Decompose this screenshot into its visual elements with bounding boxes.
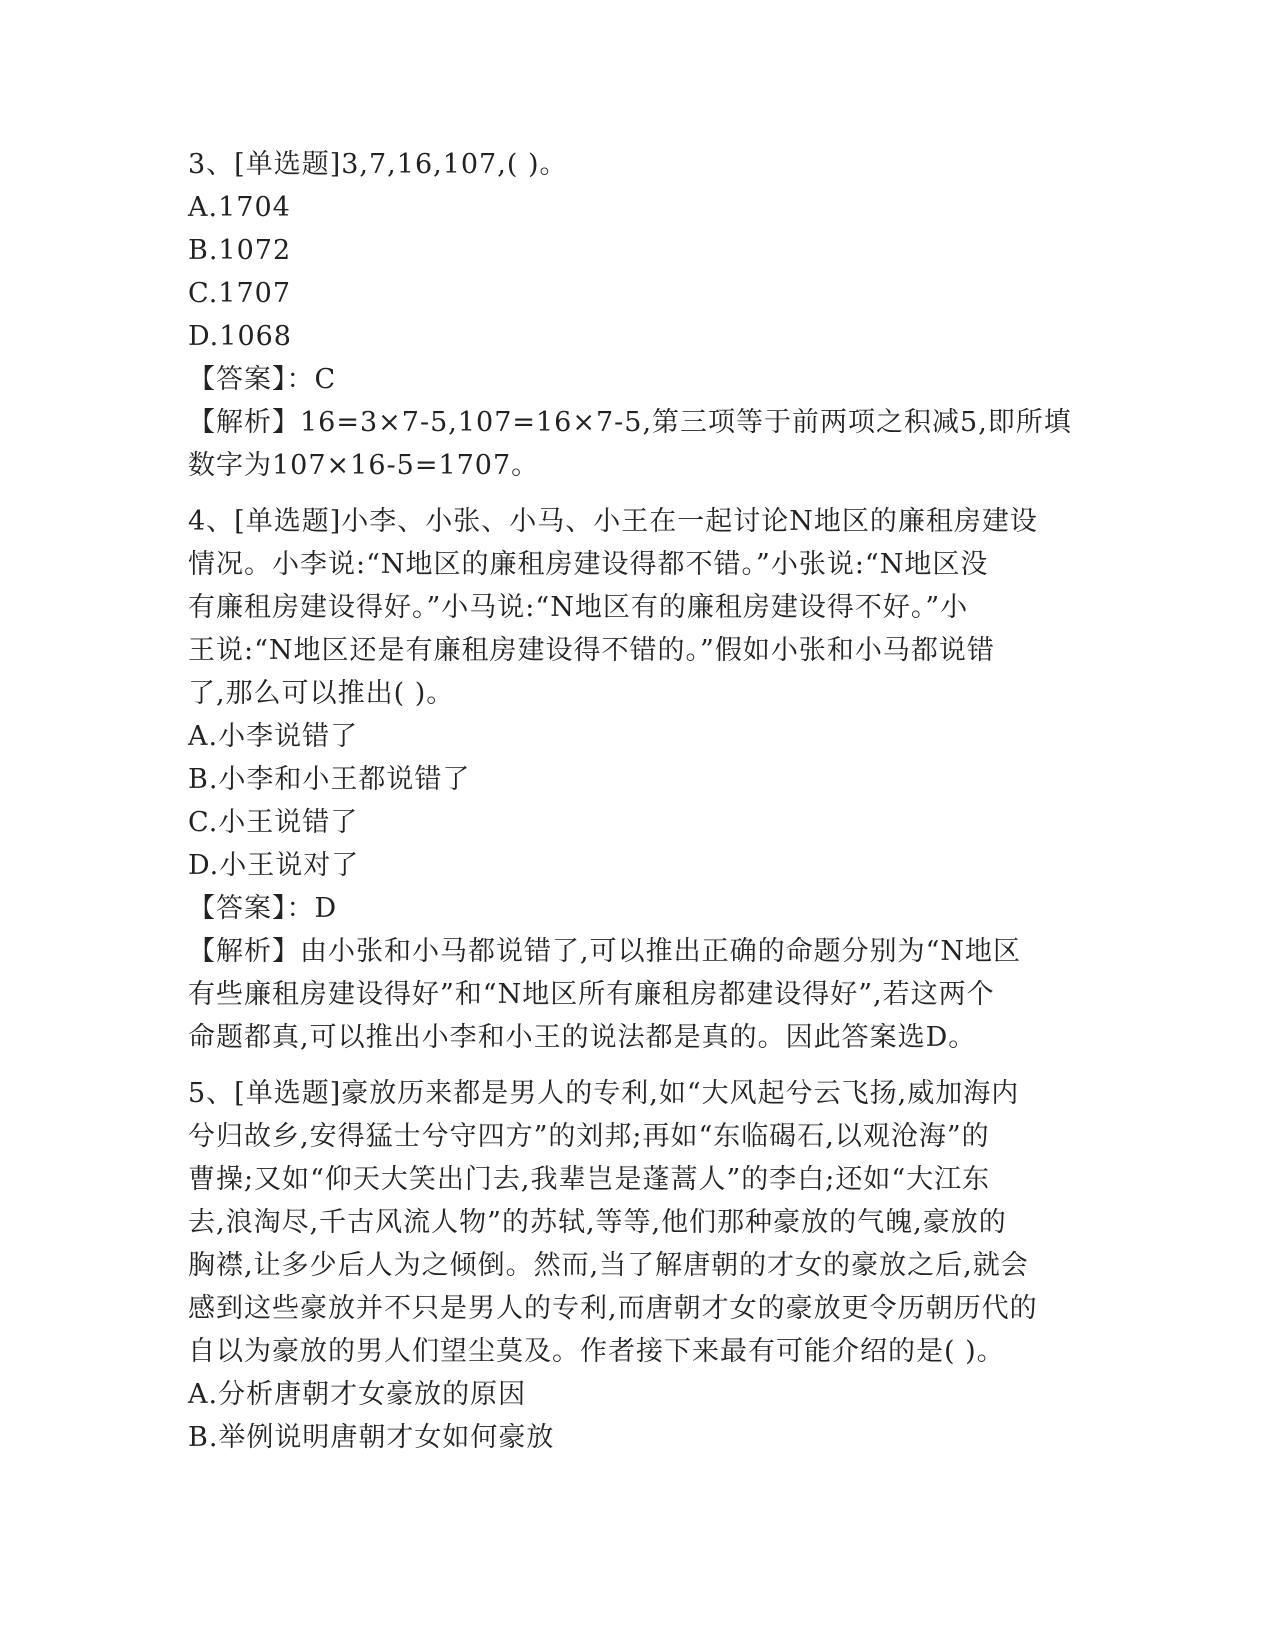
question-stem: 4、[单选题]小李、小张、小马、小王在一起讨论N地区的廉租房建设 (188, 506, 1038, 537)
question-stem: 胸襟,让多少后人为之倾倒。然而,当了解唐朝的才女的豪放之后,就会 (188, 1250, 1029, 1281)
option-a: A.小李说错了 (188, 721, 359, 752)
option-c: C.小王说错了 (188, 807, 359, 838)
question-stem: 去,浪淘尽,千古风流人物”的苏轼,等等,他们那种豪放的气魄,豪放的 (188, 1207, 1007, 1238)
answer-line: 【答案】：D (188, 893, 338, 924)
question-stem: 感到这些豪放并不只是男人的专利,而唐朝才女的豪放更令历朝历代的 (188, 1293, 1038, 1324)
question-stem: 了,那么可以推出( )。 (188, 678, 455, 709)
question-stem: 3、[单选题]3,7,16,107,( )。 (188, 149, 568, 180)
option-a: A.1704 (188, 192, 291, 223)
analysis-line: 命题都真,可以推出小李和小王的说法都是真的。因此答案选D。 (188, 1022, 977, 1053)
question-stem: 兮归故乡,安得猛士兮守四方”的刘邦;再如“东临碣石,以观沧海”的 (188, 1121, 990, 1152)
option-b: B.小李和小王都说错了 (188, 764, 471, 795)
document-page (188, 143, 1088, 1459)
analysis-line: 【解析】由小张和小马都说错了,可以推出正确的命题分别为“N地区 (188, 936, 1022, 967)
question-stem: 5、[单选题]豪放历来都是男人的专利,如“大风起兮云飞扬,威加海内 (188, 1078, 1020, 1109)
question-stem: 情况。小李说:“N地区的廉租房建设得都不错。”小张说:“N地区没 (188, 549, 989, 580)
option-b: B.1072 (188, 235, 292, 266)
question-stem: 曹操;又如“仰天大笑出门去,我辈岂是蓬蒿人”的李白;还如“大江东 (188, 1164, 991, 1195)
analysis-line: 有些廉租房建设得好”和“N地区所有廉租房都建设得好”,若这两个 (188, 979, 995, 1010)
question-3 (188, 143, 1088, 487)
question-stem: 自以为豪放的男人们望尘莫及。作者接下来最有可能介绍的是( )。 (188, 1336, 1005, 1367)
question-4 (188, 500, 1088, 1059)
option-d: D.小王说对了 (188, 850, 360, 881)
question-spacer (188, 487, 1088, 500)
analysis-line: 【解析】16=3×7-5,107=16×7-5,第三项等于前两项之积减5,即所填 (188, 407, 1072, 438)
question-spacer (188, 1059, 1088, 1072)
option-c: C.1707 (188, 278, 291, 309)
answer-line: 【答案】：C (188, 364, 337, 395)
option-b: B.举例说明唐朝才女如何豪放 (188, 1422, 555, 1453)
question-stem: 有廉租房建设得好。”小马说:“N地区有的廉租房建设得不好。”小 (188, 592, 969, 623)
option-a: A.分析唐朝才女豪放的原因 (188, 1379, 527, 1410)
option-d: D.1068 (188, 321, 292, 352)
question-stem: 王说:“N地区还是有廉租房建设得不错的。”假如小张和小马都说错 (188, 635, 995, 666)
question-5 (188, 1072, 1088, 1459)
analysis-line: 数字为107×16-5=1707。 (188, 450, 540, 481)
